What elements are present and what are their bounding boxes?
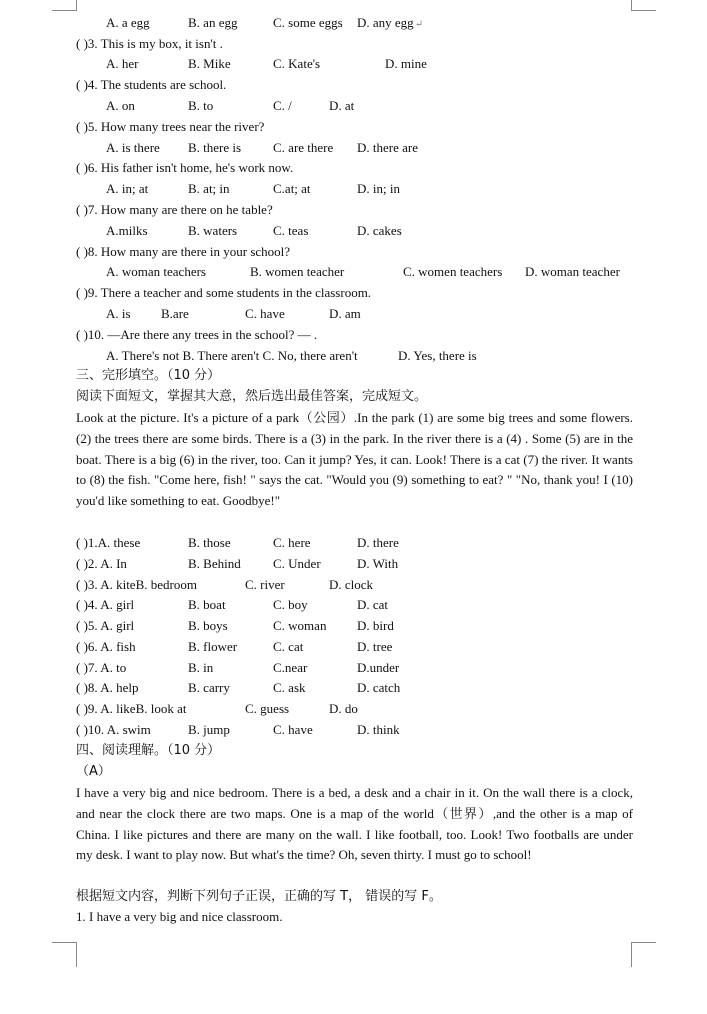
option: D. think xyxy=(357,722,400,737)
cloze-row xyxy=(76,533,636,553)
section-title: 三、完形填空。（10 分） xyxy=(76,368,221,383)
question-row xyxy=(76,75,636,95)
question-row xyxy=(76,34,636,54)
cloze-row xyxy=(76,678,636,698)
question-text: ( )5. How many trees near the river? xyxy=(76,119,265,134)
option: B. boat xyxy=(188,597,226,612)
passage-label: （A） xyxy=(76,764,111,779)
option: D. any egg↵ xyxy=(357,15,424,30)
option: D. cakes xyxy=(357,223,402,238)
option: D. catch xyxy=(357,680,401,695)
option: B. boys xyxy=(188,618,228,633)
option: B. Mike xyxy=(188,56,231,71)
question-text: ( )3. A. kiteB. bedroom xyxy=(76,577,197,592)
section-instruction: 阅读下面短文，掌握其大意，然后选出最佳答案，完成短文。 xyxy=(76,389,428,404)
tf-item: 1. I have a very big and nice classroom. xyxy=(76,909,283,924)
option: A. woman teachers xyxy=(106,264,206,279)
options-row xyxy=(76,13,636,33)
option: D. With xyxy=(357,556,399,571)
option: D. bird xyxy=(357,618,394,633)
crop-mark-top-right xyxy=(631,0,656,11)
question-row xyxy=(76,325,636,345)
section-title: 四、阅读理解。（10 分） xyxy=(76,743,221,758)
question-text: ( )3. This is my box, it isn't . xyxy=(76,36,223,51)
option: D.under xyxy=(357,660,400,675)
option: D. woman teacher xyxy=(525,264,620,279)
question-text: ( )8. A. help xyxy=(76,680,139,695)
options-row xyxy=(76,304,636,324)
cloze-row xyxy=(76,699,636,719)
cloze-row xyxy=(76,595,636,615)
options-row xyxy=(76,138,636,158)
options-row xyxy=(76,262,636,282)
option: B. waters xyxy=(188,223,238,238)
option: B. in xyxy=(188,660,214,675)
option: B. an egg xyxy=(188,15,238,30)
option: D. Yes, there is xyxy=(398,348,477,363)
question-text: ( )2. A. In xyxy=(76,556,127,571)
option: A. a egg xyxy=(106,15,150,30)
question-text: ( )7. A. to xyxy=(76,660,127,675)
question-text: ( )6. His father isn't home, he's work now. xyxy=(76,160,294,175)
question-text: ( )7. How many are there on he table? xyxy=(76,202,273,217)
option: A. in; at xyxy=(106,181,149,196)
options-row xyxy=(76,346,636,366)
crop-mark-bottom-left xyxy=(52,942,77,967)
options-row xyxy=(76,221,636,241)
option: B. jump xyxy=(188,722,230,737)
option: D. am xyxy=(329,306,361,321)
options-row xyxy=(76,96,636,116)
option: D. mine xyxy=(385,56,427,71)
option: C. guess xyxy=(245,701,290,716)
question-text: ( )5. A. girl xyxy=(76,618,135,633)
option: A. There's not B. There aren't C. No, there aren't xyxy=(106,348,358,363)
crop-mark-bottom-right xyxy=(631,942,656,967)
option: C. are there xyxy=(273,140,334,155)
option: C. / xyxy=(273,98,292,113)
question-row xyxy=(76,283,636,303)
option: D. cat xyxy=(357,597,389,612)
question-row xyxy=(76,200,636,220)
option: C. Kate's xyxy=(273,56,321,71)
option: D. there xyxy=(357,535,399,550)
option: D. in; in xyxy=(357,181,400,196)
option: A.milks xyxy=(106,223,148,238)
option: C. woman xyxy=(273,618,327,633)
option: B. carry xyxy=(188,680,230,695)
option: A. her xyxy=(106,56,139,71)
cloze-row xyxy=(76,658,636,678)
cloze-row xyxy=(76,554,636,574)
option: D. do xyxy=(329,701,358,716)
option: C. women teachers xyxy=(403,264,503,279)
cloze-row xyxy=(76,616,636,636)
option: C. Under xyxy=(273,556,321,571)
option: B. those xyxy=(188,535,231,550)
question-text: ( )6. A. fish xyxy=(76,639,136,654)
options-row xyxy=(76,54,636,74)
option: C. here xyxy=(273,535,311,550)
option: C. ask xyxy=(273,680,306,695)
question-text: ( )8. How many are there in your school? xyxy=(76,244,291,259)
question-text: ( )9. A. likeB. look at xyxy=(76,701,187,716)
option: B. Behind xyxy=(188,556,241,571)
option: B. to xyxy=(188,98,214,113)
question-text: ( )4. A. girl xyxy=(76,597,135,612)
option: C. river xyxy=(245,577,285,592)
option: B. flower xyxy=(188,639,238,654)
cloze-row xyxy=(76,637,636,657)
question-row xyxy=(76,117,636,137)
options-row xyxy=(76,179,636,199)
option: D. tree xyxy=(357,639,393,654)
crop-mark-top-left xyxy=(52,0,77,11)
option: C. cat xyxy=(273,639,304,654)
tf-instruction: 根据短文内容，判断下列句子正误，正确的写 T， 错误的写 F。 xyxy=(76,889,442,904)
question-text: ( )4. The students are school. xyxy=(76,77,227,92)
option: A. is xyxy=(106,306,131,321)
option: A. is there xyxy=(106,140,160,155)
option: C. some eggs xyxy=(273,15,343,30)
question-row xyxy=(76,242,636,262)
option: A. on xyxy=(106,98,135,113)
cloze-row xyxy=(76,575,636,595)
option: B.are xyxy=(161,306,189,321)
option: B. women teacher xyxy=(250,264,345,279)
question-text: ( )10. A. swim xyxy=(76,722,151,737)
option: B. there is xyxy=(188,140,242,155)
option: C. have xyxy=(273,722,313,737)
question-text: ( )1.A. these xyxy=(76,535,141,550)
option: C. teas xyxy=(273,223,309,238)
question-row xyxy=(76,158,636,178)
cloze-row xyxy=(76,720,636,740)
option: D. clock xyxy=(329,577,374,592)
option: C. have xyxy=(245,306,285,321)
question-text: ( )9. There a teacher and some students in the classroom. xyxy=(76,285,372,300)
reading-passage: I have a very big and nice bedroom. There is a bed, a desk and a chair in it. On the wall there is a clock, and near the clock there are two maps. One is a map of the world（世界）,and the other is a map of China. I like pictures and there are many on the wall. I like football, too. Look! Two footballs are under my desk. I want to play now. But what's the time? Oh, seven thirty. I must go to school! xyxy=(76,785,633,863)
option: C. boy xyxy=(273,597,308,612)
option: D. there are xyxy=(357,140,418,155)
option: C.near xyxy=(273,660,308,675)
option: D. at xyxy=(329,98,355,113)
cloze-passage: Look at the picture. It's a picture of a park（公园）.In the park (1) are some big trees and some flowers. (2) the trees there are some birds. There is a (3) in the park. In the river there is a (4) . Some (5) are in the boat. There is a big (6) in the river, too. Can it jump? Yes, it can. Look! There is a cat (7) the river. It wants to (8) the fish. "Come here, fish! " says the cat. "Would you (9) something to eat? " "No, thank you! I (10) you'd like something to eat. Goodbye!" xyxy=(76,410,633,509)
question-text: ( )10. —Are there any trees in the school? — . xyxy=(76,327,318,342)
option: B. at; in xyxy=(188,181,230,196)
option: C.at; at xyxy=(273,181,311,196)
